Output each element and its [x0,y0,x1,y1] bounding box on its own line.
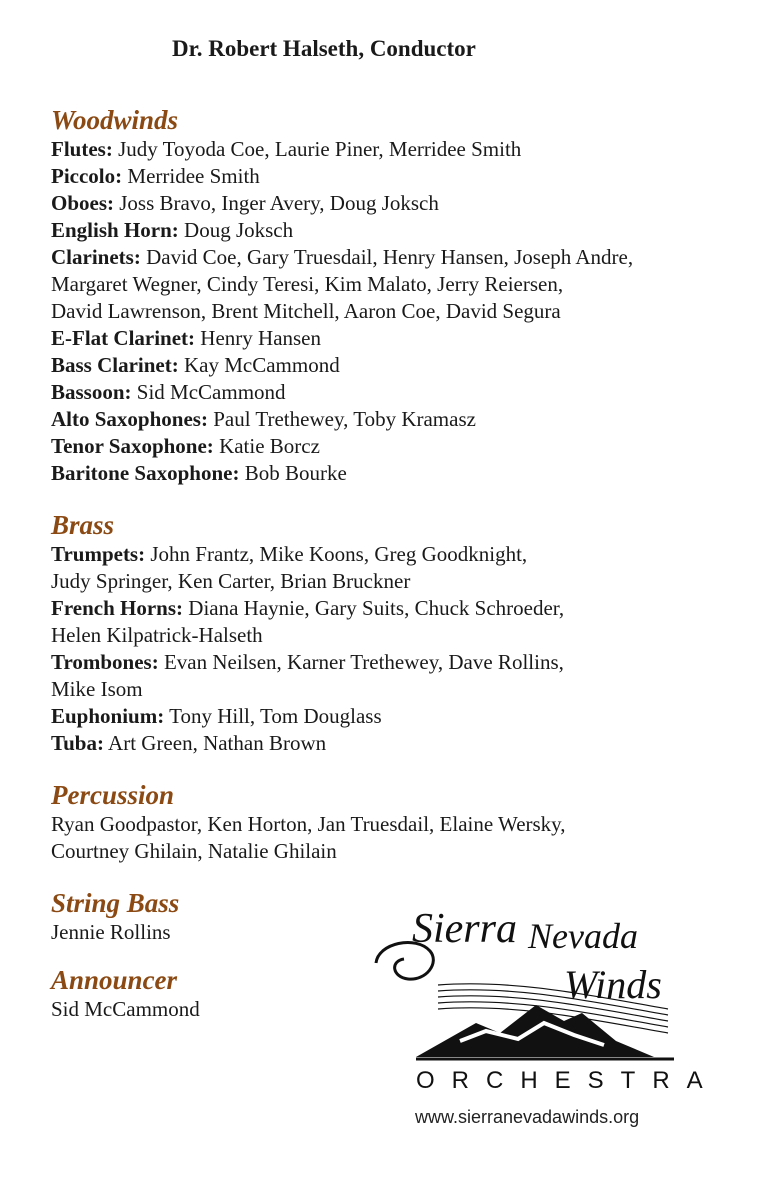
roster-line-percussion-cont: Courtney Ghilain, Natalie Ghilain [51,839,337,863]
player-names: Paul Trethewey, Toby Kramasz [213,407,476,431]
mountains [416,1005,654,1057]
roster-line-baritone-sax [51,460,751,487]
instrument-label: Tenor Saxophone: [51,434,214,458]
instrument-label: Alto Saxophones: [51,407,208,431]
instrument-label: Oboes: [51,191,114,215]
section-title-woodwinds: Woodwinds [51,105,179,135]
roster-line-tenor-sax [51,433,751,460]
conductor-heading: Dr. Robert Halseth, Conductor [172,36,476,61]
instrument-label: Bassoon: [51,380,132,404]
player-names: Diana Haynie, Gary Suits, Chuck Schroeder, [188,596,565,620]
instrument-label: French Horns: [51,596,184,620]
section-brass [51,509,751,757]
roster-line-bassoon [51,379,751,406]
logo-orchestra-text: ORCHESTRA [416,1067,720,1094]
instrument-label: Trombones: [51,650,159,674]
roster-line-french-horns-cont: Helen Kilpatrick-Halseth [51,623,263,647]
player-names: Judy Toyoda Coe, Laurie Piner, Merridee Smith [118,137,522,161]
roster-line-tuba [51,730,751,757]
roster-line-trumpets-cont: Judy Springer, Ken Carter, Brian Bruckner [51,569,411,593]
roster-line-euphonium [51,703,751,730]
section-percussion [51,779,751,865]
player-names: Evan Neilsen, Karner Trethewey, Dave Rollins, [163,650,564,674]
player-names: John Frantz, Mike Koons, Greg Goodknight, [150,542,528,566]
roster-line-trombones [51,649,751,676]
instrument-label: Piccolo: [51,164,123,188]
instrument-label: Flutes: [51,137,113,161]
player-names: David Coe, Gary Truesdail, Henry Hansen, Joseph Andre, [146,245,634,269]
instrument-label: Baritone Saxophone: [51,461,240,485]
player-names: Sid McCammond [136,380,286,404]
section-title-announcer: Announcer [51,965,178,995]
roster-line-announcer: Sid McCammond [51,997,200,1021]
roster-line-alto-sax [51,406,751,433]
section-title-percussion: Percussion [51,780,175,810]
instrument-label: Bass Clarinet: [51,353,179,377]
logo-word-winds: Winds [564,962,662,1007]
roster-line-trumpets [51,541,751,568]
player-names: Tony Hill, Tom Douglass [169,704,382,728]
roster-line-string-bass: Jennie Rollins [51,920,171,944]
roster [51,104,751,1045]
instrument-label: E-Flat Clarinet: [51,326,196,350]
instrument-label: Euphonium: [51,704,165,728]
instrument-label: Trumpets: [51,542,146,566]
instrument-label: English Horn: [51,218,179,242]
roster-line-flutes [51,136,751,163]
logo-word-sierra: Sierra [412,906,517,952]
roster-line-clarinets-cont: Margaret Wegner, Cindy Teresi, Kim Malato, Jerry Reiersen, [51,272,564,296]
player-names: Merridee Smith [127,164,260,188]
roster-line-clarinets-cont: David Lawrenson, Brent Mitchell, Aaron Coe, David Segura [51,299,561,323]
player-names: Art Green, Nathan Brown [108,731,327,755]
roster-line-bass-clarinet [51,352,751,379]
section-woodwinds [51,104,751,487]
roster-line-clarinets [51,244,751,271]
roster-line-oboes [51,190,751,217]
section-title-string-bass: String Bass [51,888,180,918]
logo-word-nevada: Nevada [528,916,638,956]
roster-line-trombones-cont: Mike Isom [51,677,143,701]
roster-line-piccolo [51,163,751,190]
roster-line-english-horn [51,217,751,244]
player-names: Joss Bravo, Inger Avery, Doug Joksch [119,191,439,215]
roster-line-eflat-clarinet [51,325,751,352]
instrument-label: Tuba: [51,731,104,755]
player-names: Katie Borcz [219,434,320,458]
player-names: Henry Hansen [200,326,322,350]
orchestra-logo [368,905,720,1135]
roster-line-percussion: Ryan Goodpastor, Ken Horton, Jan Truesdail, Elaine Wersky, [51,812,566,836]
player-names: Bob Bourke [244,461,347,485]
player-names: Doug Joksch [184,218,294,242]
website-url[interactable]: www.sierranevadawinds.org [415,1107,640,1127]
section-title-brass: Brass [51,510,115,540]
player-names: Kay McCammond [184,353,340,377]
instrument-label: Clarinets: [51,245,141,269]
roster-line-french-horns [51,595,751,622]
